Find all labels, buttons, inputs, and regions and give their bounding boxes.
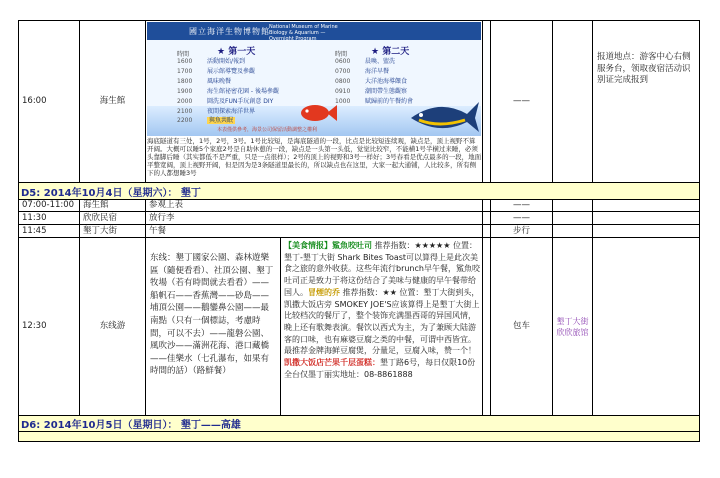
empty-cell	[553, 212, 593, 225]
dash-cell	[491, 20, 553, 183]
activity-text: 参观上表	[149, 200, 184, 210]
empty-cell	[553, 200, 593, 212]
smokey-joe-name: 冒煙的乔	[308, 287, 340, 297]
time-text: 07:00-11:00	[22, 200, 75, 210]
time-cell	[18, 200, 80, 212]
note-cell	[593, 200, 700, 212]
day2-item: 0800 大洋池海導餵食	[335, 78, 408, 85]
route-cell	[146, 238, 281, 416]
day1-item: 1700 展示館導覽及參觀	[177, 68, 256, 75]
program-schedule-image	[147, 22, 481, 136]
time-text: 16:00	[22, 96, 47, 106]
museum-name: 國立海洋生物博物館	[189, 27, 270, 36]
activity-cell	[146, 225, 483, 238]
tuna-fish-icon	[409, 96, 481, 136]
dash-cell	[491, 212, 553, 225]
day6-header	[18, 416, 700, 432]
shark-toast-name: 鯊魚咬吐司	[332, 241, 372, 250]
note-cell	[593, 225, 700, 238]
east-route-text: 东线：墾丁國家公園、森林遊樂區（隨便看看）、社頂公園、墾丁牧場（若有時間就去看看）——船帆石——香蕉灣——砂島——埔頂公園——鵝鑾鼻公園——最南點（只有一個標誌，考慮時間，可以不去）——龍磐公園、風吹沙——滿洲花海、港口藏橋——佳樂水（七孔瀑布，如果有時間的話）（路鮮餐）	[150, 253, 274, 377]
checkin-note: 报道地点：游客中心右侧服务台，领取夜宿活动识别证完成报到	[597, 52, 691, 85]
day1-item: 1900 海生館祕密花園 - 後場參觀	[177, 88, 279, 95]
day1-item: 1600 活動開始/報到	[177, 58, 246, 65]
activity-text: 午餐	[149, 225, 167, 236]
dash-cell	[491, 225, 553, 238]
schedule-footer: 本表僅供參考，海景公司保留活動調整之權利	[217, 127, 318, 133]
spacer-cell	[483, 238, 491, 416]
note-cell	[593, 20, 700, 183]
food-tag: 【美食情报】	[284, 241, 332, 250]
place-cell	[80, 20, 146, 183]
red-fish-icon	[297, 102, 337, 124]
day2-item: 0910 潮間帶生態觀察	[335, 88, 408, 95]
dash-text: ——	[513, 96, 530, 106]
activity-cell	[146, 200, 483, 212]
time-cell	[18, 212, 80, 225]
dash-cell	[491, 200, 553, 212]
day2-item: 0600 晨喚、盥洗	[335, 58, 396, 65]
activity-cell	[146, 212, 483, 225]
itinerary-table	[18, 20, 700, 442]
activity-text: 放行李	[149, 212, 175, 223]
time-cell	[18, 238, 80, 416]
place-text: 东线游	[99, 321, 126, 331]
smokey-joe-desc: 推荐指数：★★ 位置：墾丁大街到头，凯撒大饭店旁 SMOKEY JOE'S应该算得上是墾丁大街上比较档次的餐厅了，整个装饰充满墨西哥的异国风情，晚上还有歌舞表演。餐饮以西式为主，为了兼顾大陆游客的口味，也有麻婆豆腐之类的中餐，可谓中西皆宜。最推荐金牌海鲜豆腐煲，分量足，豆腐入味，赞一个！	[284, 287, 480, 356]
day5-header-text: D5: 2014年10月4日（星期六）： 墾丁	[21, 187, 201, 199]
time-text: 11:30	[22, 212, 47, 223]
transport-text: 包车	[512, 321, 530, 331]
hotel-note: 墾丁大街欣欣旅馆	[556, 316, 589, 337]
place-cell	[80, 238, 146, 416]
place-text: 欣欣民宿	[83, 212, 118, 223]
dash-text: 步行	[512, 225, 530, 236]
transport-cell	[491, 238, 553, 416]
time-text: 12:30	[22, 321, 47, 331]
spacer-cell	[483, 212, 491, 225]
blank-row	[18, 432, 700, 442]
food-info	[284, 240, 480, 380]
day2-time-label: 時間	[335, 51, 348, 58]
day5-header	[18, 183, 700, 200]
dash-text: ——	[513, 200, 530, 210]
place-cell	[80, 212, 146, 225]
time-text: 11:45	[22, 225, 47, 236]
day2-item: 1000 賦歸前的午餐約會	[335, 98, 414, 105]
day1-item: 2000 鬪洗及FUN手玩創意 DIY	[177, 98, 274, 105]
empty-cell	[553, 20, 593, 183]
day1-title: ★ 第一天	[217, 47, 256, 57]
museum-subtitle: National Museum of Marine Biology & Aquarium — Overnight Program	[269, 24, 338, 42]
day1-item: 2100 夜間探索海洋世界	[177, 108, 256, 115]
dash-text: ——	[513, 212, 530, 223]
hotel-cell	[553, 238, 593, 416]
day1-time-label: 時間	[177, 51, 190, 58]
schedule-banner	[147, 22, 481, 40]
tunnel-description: 海底隧道有三处，1号，2号，3号。1号比较短，是海底隧道的一段，比点是比较短连续观，缺点是，顶上视野不算开阔。大概可以睡5个家庭2号是自助休憩的一段，缺点是一头第一头低，觉觉比较窄，不能横1号半横过来睡，必须头靠脚后睡（其实都低不是严重，只是一点很样）；2号的顶上的视野和3号一样好；3号春看是优点最多的一段，地面平整宽阔，顶上视野开阔，但是因为是3条隧道里最长的，所以缺点也在这里，大家一起大通铺，人比较多，所有侧下的人都想睡3号	[147, 137, 482, 177]
spacer-cell	[483, 225, 491, 238]
place-cell	[80, 200, 146, 212]
empty-cell	[553, 225, 593, 238]
day2-item: 0700 海洋早餐	[335, 68, 390, 75]
mango-cake-name: 凯撒大饭店芒果千层蛋糕：	[284, 358, 380, 368]
place-text: 墾丁大街	[83, 225, 118, 236]
spacer-cell	[483, 20, 491, 183]
day6-header-text: D6: 2014年10月5日（星期日）： 墾丁——高雄	[21, 420, 241, 431]
place-cell	[80, 225, 146, 238]
time-cell	[18, 20, 80, 183]
note-cell	[593, 238, 700, 416]
place-text: 海生館	[99, 96, 126, 106]
spacer-cell	[483, 200, 491, 212]
day2-title: ★ 第二天	[371, 47, 410, 57]
day1-item: 1800 風味晚餐	[177, 78, 232, 85]
food-cell	[281, 238, 483, 416]
time-cell	[18, 225, 80, 238]
mango-cake-desc: 墾丁路6号，每日仅限10份全台仅墨丁丽实地址：08-8861888	[284, 358, 476, 379]
place-text: 海生館	[83, 200, 109, 210]
day1-item: 2200 與魚共眠	[177, 117, 234, 124]
note-cell	[593, 212, 700, 225]
shark-toast-desc: 推荐指数：★★★★★ 位置：墾丁-墾丁大街 Shark Bites Toast可以算得上是此次美食之旅的意外收获。这些年流行brunch早午餐，鯊魚咬吐司正是致力于将这份结合了美味与健康的早午餐带给国人。	[284, 241, 480, 297]
